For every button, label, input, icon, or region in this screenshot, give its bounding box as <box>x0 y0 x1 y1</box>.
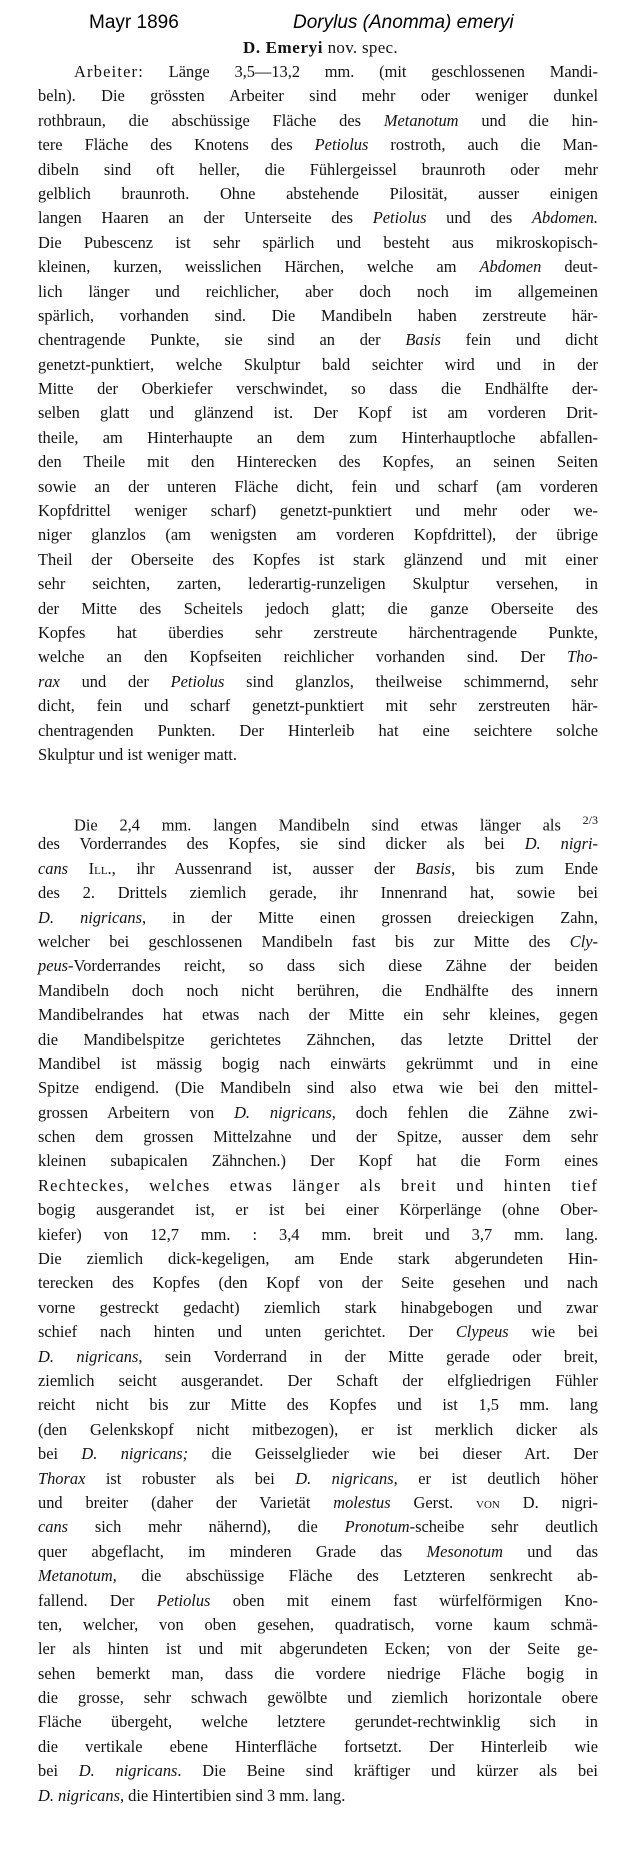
text-line: ten, welcher, von oben gesehen, quadratisch, vorne kaum schmä- <box>38 1614 598 1634</box>
text-line: Fläche übergeht, welche letztere gerundet-rechtwinklig sich in <box>38 1712 598 1732</box>
text-line: rothbraun, die abschüssige Fläche des Metanotum und die hin- <box>38 110 599 130</box>
text-line: selben glatt und glänzend ist. Der Kopf ist am vorderen Drit- <box>38 403 598 423</box>
text-line: bei D. nigricans; die Geisselglieder wie bei dieser Art. Der <box>38 1444 598 1464</box>
text-line: peus-Vorderrandes reicht, so dass sich diese Zähne der beiden <box>38 956 598 976</box>
text-line: lich länger und reichlicher, aber doch noch im allgemeinen <box>38 281 598 301</box>
text-line: kleinen, kurzen, weisslichen Härchen, welche am Abdomen deut- <box>38 257 599 277</box>
text-line: welche an den Kopfseiten reichlicher vorhanden sind. Der Tho- <box>38 647 598 667</box>
text-line: sehr seichten, zarten, lederartig-runzeligen Skulptur versehen, in <box>38 574 598 594</box>
text-line: cans sich mehr nähernd), die Pronotum-scheibe sehr deutlich <box>38 1517 598 1537</box>
text-line: dibeln sind oft heller, die Fühlergeissel braunroth oder mehr <box>38 159 598 179</box>
text-line: beln). Die grössten Arbeiter sind mehr oder weniger dunkel <box>38 86 598 106</box>
text-line: D. nigricans, in der Mitte einen grossen dreieckigen Zahn, <box>38 907 598 927</box>
text-line: grossen Arbeitern von D. nigricans, doch fehlen die Zähne zwi- <box>38 1102 598 1122</box>
text-line: sehen bemerkt man, dass die vordere niedrige Fläche bogig in <box>38 1663 598 1683</box>
page-header <box>0 12 641 38</box>
text-line: quer abgeflacht, im minderen Grade das Mesonotum und das <box>38 1541 598 1561</box>
text-line: Die Pubescenz ist sehr spärlich und besteht aus mikroskopisch- <box>38 232 598 252</box>
text-line: und breiter (daher der Varietät molestus Gerst. von D. nigri- <box>38 1492 599 1512</box>
text-line: D. nigricans, die Hintertibien sind 3 mm. lang. <box>38 1785 346 1805</box>
text-line: sowie an der unteren Fläche dicht, fein und scharf (am vorderen <box>38 476 598 496</box>
species-status: nov. spec. <box>327 38 398 57</box>
paragraph-mandible-head-description <box>38 808 598 1808</box>
text-line: niger glanzlos (am wenigsten am vorderen Kopfdrittel), der übrige <box>38 525 598 545</box>
text-line: Die ziemlich dick-kegeligen, am Ende stark abgerundeten Hin- <box>38 1249 598 1269</box>
paragraph-worker-description <box>38 60 598 767</box>
text-line: kiefer) von 12,7 mm. : 3,4 mm. breit und 3,7 mm. lang. <box>38 1224 598 1244</box>
text-line: chentragende Punkte, sie sind an der Basis fein und dicht <box>38 330 598 350</box>
text-line: des Vorderrandes des Kopfes, sie sind dicker als bei D. nigri- <box>38 834 598 854</box>
text-line: Spitze endigend. (Die Mandibeln sind also etwa wie bei den mittel- <box>38 1078 598 1098</box>
text-line: des 2. Drittels ziemlich gerade, ihr Innenrand hat, sowie bei <box>38 883 598 903</box>
text-line: den Theile mit den Hinterecken des Kopfes, an seinen Seiten <box>38 452 598 472</box>
text-line: vorne gestreckt gedacht) ziemlich stark hinabgebogen und zwar <box>38 1297 598 1317</box>
text-line: Mandibeln doch noch nicht berühren, die Endhälfte des innern <box>38 980 598 1000</box>
text-line: genetzt-punktiert, welche Skulptur bald seichter wird und in der <box>38 354 598 374</box>
text-line: Mandibelrandes hat etwas nach der Mitte ein sehr kleines, gegen <box>38 1005 598 1025</box>
header-taxon: Dorylus (Anomma) emeryi <box>293 12 514 33</box>
text-line: kleinen subapicalen Zähnchen.) Der Kopf hat die Form eines <box>38 1151 598 1171</box>
species-name: D. Emeryi <box>243 38 324 57</box>
text-line: (den Gelenkskopf nicht mitbezogen), er ist merklich dicker als <box>38 1419 598 1439</box>
text-line: Mitte der Oberkiefer verschwindet, so dass die Endhälfte der- <box>38 379 598 399</box>
text-line: langen Haaren an der Unterseite des Petiolus und des Abdomen. <box>38 208 598 228</box>
text-line: chentragenden Punkten. Der Hinterleib hat eine seichtere solche <box>38 720 598 740</box>
text-line: die Mandibelspitze gerichtetes Zähnchen, das letzte Drittel der <box>38 1029 598 1049</box>
text-line: reicht nicht bis zur Mitte des Kopfes und ist 1,5 mm. lang <box>38 1395 598 1415</box>
text-line: terecken des Kopfes (den Kopf von der Seite gesehen und nach <box>38 1273 598 1293</box>
text-line: fallend. Der Petiolus oben mit einem fast würfelförmigen Kno- <box>38 1590 599 1610</box>
text-line: dicht, fein und scharf genetzt-punktiert mit sehr zerstreuten här- <box>38 696 598 716</box>
text-line: Skulptur und ist weniger matt. <box>38 744 237 764</box>
text-line: cans Ill., ihr Aussenrand ist, ausser der Basis, bis zum Ende <box>38 858 599 878</box>
text-line: Mandibel ist mässig bogig nach einwärts gekrümmt und in eine <box>38 1053 598 1073</box>
text-line: die grosse, sehr schwach gewölbte und ziemlich horizontale obere <box>38 1688 598 1708</box>
text-line: der Mitte des Scheitels jedoch glatt; die ganze Oberseite des <box>38 598 598 618</box>
text-line: Kopfdrittel weniger scharf) genetzt-punktiert und mehr oder we- <box>38 501 598 521</box>
text-line: tere Fläche des Knotens des Petiolus rostroth, auch die Man- <box>38 135 598 155</box>
text-line: Arbeiter: Länge 3,5—13,2 mm. (mit geschlossenen Mandi- <box>74 62 598 81</box>
text-line: die vertikale ebene Hinterfläche fortsetzt. Der Hinterleib wie <box>38 1736 598 1756</box>
text-line: ziemlich seicht ausgerandet. Der Schaft der elfgliedrigen Fühler <box>38 1370 598 1390</box>
text-line: schen dem grossen Mittelzahne und der Spitze, ausser dem sehr <box>38 1127 598 1147</box>
text-line: ler als hinten ist und mit abgerundeten Ecken; von der Seite ge- <box>38 1639 598 1659</box>
text-line: schief nach hinten und unten gerichtet. Der Clypeus wie bei <box>38 1322 598 1342</box>
text-line: Die 2,4 mm. langen Mandibeln sind etwas länger als $^{2/3}$ <box>74 813 598 835</box>
text-line: Rechteckes, welches etwas länger als breit und hinten tief <box>38 1175 598 1195</box>
text-line: Kopfes hat überdies sehr zerstreute härchentragende Punkte, <box>38 622 598 642</box>
species-title <box>0 38 641 58</box>
text-line: Metanotum, die abschüssige Fläche des Letzteren senkrecht ab- <box>38 1566 598 1586</box>
text-line: gelblich braunroth. Ohne abstehende Pilosität, ausser einigen <box>38 183 598 203</box>
text-line: bei D. nigricans. Die Beine sind kräftiger und kürzer als bei <box>38 1761 598 1781</box>
text-line: spärlich, vorhanden sind. Die Mandibeln haben zerstreute här- <box>38 305 598 325</box>
text-line: theile, am Hinterhaupte an dem zum Hinterhauptloche abfallen- <box>38 427 598 447</box>
text-line: bogig ausgerandet ist, er ist bei einer Körperlänge (ohne Ober- <box>38 1200 598 1220</box>
text-line: welcher bei geschlossenen Mandibeln fast bis zur Mitte des Cly- <box>38 931 598 951</box>
header-citation: Mayr 1896 <box>89 12 179 33</box>
text-line: D. nigricans, sein Vorderrand in der Mitte gerade oder breit, <box>38 1346 598 1366</box>
text-line: Theil der Oberseite des Kopfes ist stark glänzend und mit einer <box>38 549 598 569</box>
text-line: Thorax ist robuster als bei D. nigricans, er ist deutlich höher <box>38 1468 599 1488</box>
text-line: rax und der Petiolus sind glanzlos, theilweise schimmernd, sehr <box>38 671 598 691</box>
